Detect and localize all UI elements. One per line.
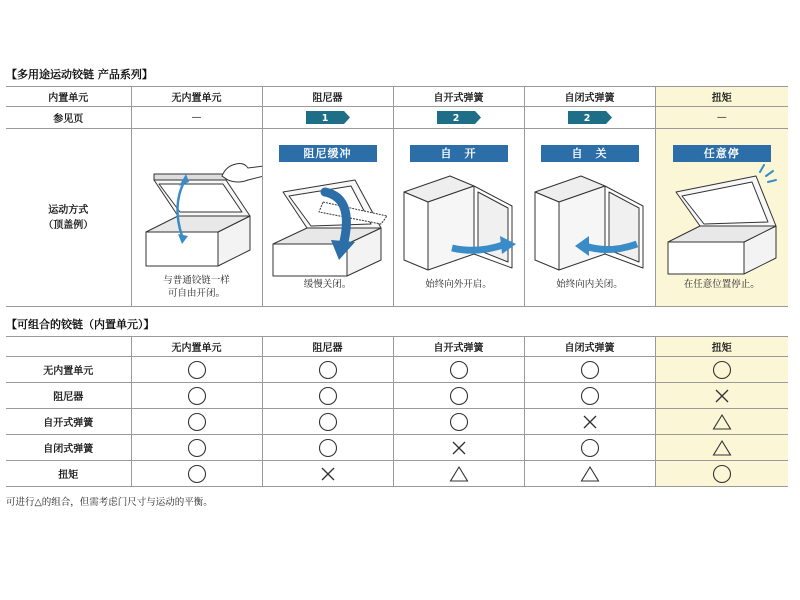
caption-self-close: 始终向内关闭。 xyxy=(556,278,623,290)
combo-cell-circle xyxy=(131,435,262,461)
circle-mark xyxy=(187,386,207,406)
page-ref-self-close[interactable] xyxy=(524,107,655,129)
circle-mark xyxy=(580,438,600,458)
cross-mark xyxy=(581,413,599,431)
triangle-mark xyxy=(580,465,600,483)
circle-mark xyxy=(449,360,469,380)
combo-cell-circle xyxy=(131,461,262,487)
combo-cell-triangle xyxy=(655,409,788,435)
col-header-torque: 扭矩 xyxy=(655,87,788,107)
pill-self-open: 自 开 xyxy=(410,145,508,162)
cabinet-close-illustration xyxy=(525,162,656,278)
combo-cell-circle xyxy=(262,357,393,383)
combo-col-damper: 阻尼器 xyxy=(262,337,393,357)
combo-row xyxy=(6,357,788,383)
circle-mark xyxy=(318,360,338,380)
pill-self-close: 自 关 xyxy=(541,145,639,162)
combo-cell-circle xyxy=(524,435,655,461)
section1-title: 【多用途运动铰链 产品系列】 xyxy=(6,68,153,81)
combo-col-torque: 扭矩 xyxy=(655,337,788,357)
combo-cell-circle xyxy=(262,383,393,409)
cross-mark xyxy=(713,387,731,405)
motion-cell-damper xyxy=(262,129,393,307)
box-damper-illustration xyxy=(263,162,394,278)
page-badge-2b xyxy=(568,111,612,124)
combo-cell-triangle xyxy=(655,435,788,461)
combo-col-self-close: 自闭式弹簧 xyxy=(524,337,655,357)
combo-cell-cross xyxy=(393,435,524,461)
motion-cell-self-close xyxy=(524,129,655,307)
caption-damper: 缓慢关闭。 xyxy=(303,278,352,290)
combo-cell-cross xyxy=(262,461,393,487)
circle-mark xyxy=(318,438,338,458)
circle-mark xyxy=(580,360,600,380)
cross-mark xyxy=(319,465,337,483)
circle-mark xyxy=(580,386,600,406)
combo-cell-cross xyxy=(655,383,788,409)
motion-cell-none xyxy=(131,129,262,307)
col-header-self-open: 自开式弹簧 xyxy=(393,87,524,107)
circle-mark xyxy=(187,438,207,458)
col-header-self-close: 自闭式弹簧 xyxy=(524,87,655,107)
combo-cell-triangle xyxy=(524,461,655,487)
combo-cell-circle xyxy=(655,461,788,487)
page-badge-text: 2 xyxy=(583,113,590,124)
combo-row-label: 无内置单元 xyxy=(6,357,131,383)
col-header-none: 无内置单元 xyxy=(131,87,262,107)
circle-mark xyxy=(712,360,732,380)
combo-row-label: 扭矩 xyxy=(6,461,131,487)
box-torque-illustration xyxy=(656,162,789,278)
combo-cell-circle xyxy=(393,383,524,409)
circle-mark xyxy=(449,386,469,406)
circle-mark xyxy=(318,386,338,406)
circle-mark xyxy=(449,412,469,432)
circle-mark xyxy=(187,412,207,432)
motion-label-line1: 运动方式 xyxy=(48,204,89,216)
page-ref-damper[interactable] xyxy=(262,107,393,129)
combo-cell-triangle xyxy=(393,461,524,487)
combo-row xyxy=(6,409,788,435)
pill-damper: 阻尼缓冲 xyxy=(279,145,377,162)
box-hand-illustration xyxy=(132,136,263,274)
circle-mark xyxy=(187,360,207,380)
combo-cell-circle xyxy=(131,383,262,409)
combo-row xyxy=(6,435,788,461)
page-badge-2 xyxy=(437,111,481,124)
motion-label-line2: （顶盖例） xyxy=(43,219,94,231)
caption-none: 与普通铰链一样 可自由开闭。 xyxy=(163,274,230,299)
footnote: 可进行△的组合，但需考虑门尺寸与运动的平衡。 xyxy=(6,497,213,508)
page-ref-label: 参见页 xyxy=(6,107,131,129)
combo-cell-circle xyxy=(524,383,655,409)
combo-cell-circle xyxy=(131,409,262,435)
motion-label xyxy=(6,129,131,307)
combo-row xyxy=(6,461,788,487)
combo-row-label: 自开式弹簧 xyxy=(6,409,131,435)
combo-cell-circle xyxy=(393,409,524,435)
motion-cell-self-open xyxy=(393,129,524,307)
triangle-mark xyxy=(712,413,732,431)
combo-cell-circle xyxy=(393,357,524,383)
combo-cell-circle xyxy=(655,357,788,383)
page-ref-self-open[interactable] xyxy=(393,107,524,129)
caption-self-open: 始终向外开启。 xyxy=(425,278,492,290)
combo-col-none: 无内置单元 xyxy=(131,337,262,357)
combo-row xyxy=(6,383,788,409)
circle-mark xyxy=(712,464,732,484)
combo-corner xyxy=(6,337,131,357)
triangle-mark xyxy=(449,465,469,483)
row-header-label: 内置单元 xyxy=(6,87,131,107)
pill-torque: 任意停 xyxy=(673,145,771,162)
col-header-damper: 阻尼器 xyxy=(262,87,393,107)
cross-mark xyxy=(450,439,468,457)
cabinet-open-illustration xyxy=(394,162,525,278)
page-badge-text: 1 xyxy=(321,113,328,124)
combo-cell-cross xyxy=(524,409,655,435)
combo-col-self-open: 自开式弹簧 xyxy=(393,337,524,357)
section2-title: 【可组合的铰链（内置单元）】 xyxy=(6,318,155,331)
page-badge-1 xyxy=(306,111,350,124)
triangle-mark xyxy=(712,439,732,457)
combo-cell-circle xyxy=(262,435,393,461)
page-ref-torque: — xyxy=(655,107,788,129)
circle-mark xyxy=(187,464,207,484)
product-series-table xyxy=(6,86,788,307)
combo-row-label: 自闭式弹簧 xyxy=(6,435,131,461)
combo-cell-circle xyxy=(131,357,262,383)
combo-cell-circle xyxy=(262,409,393,435)
combo-cell-circle xyxy=(524,357,655,383)
combination-table xyxy=(6,336,788,487)
page-badge-text: 2 xyxy=(452,113,459,124)
combo-row-label: 阻尼器 xyxy=(6,383,131,409)
page-ref-none: — xyxy=(131,107,262,129)
circle-mark xyxy=(318,412,338,432)
caption-torque: 在任意位置停止。 xyxy=(683,278,760,290)
motion-cell-torque xyxy=(655,129,788,307)
